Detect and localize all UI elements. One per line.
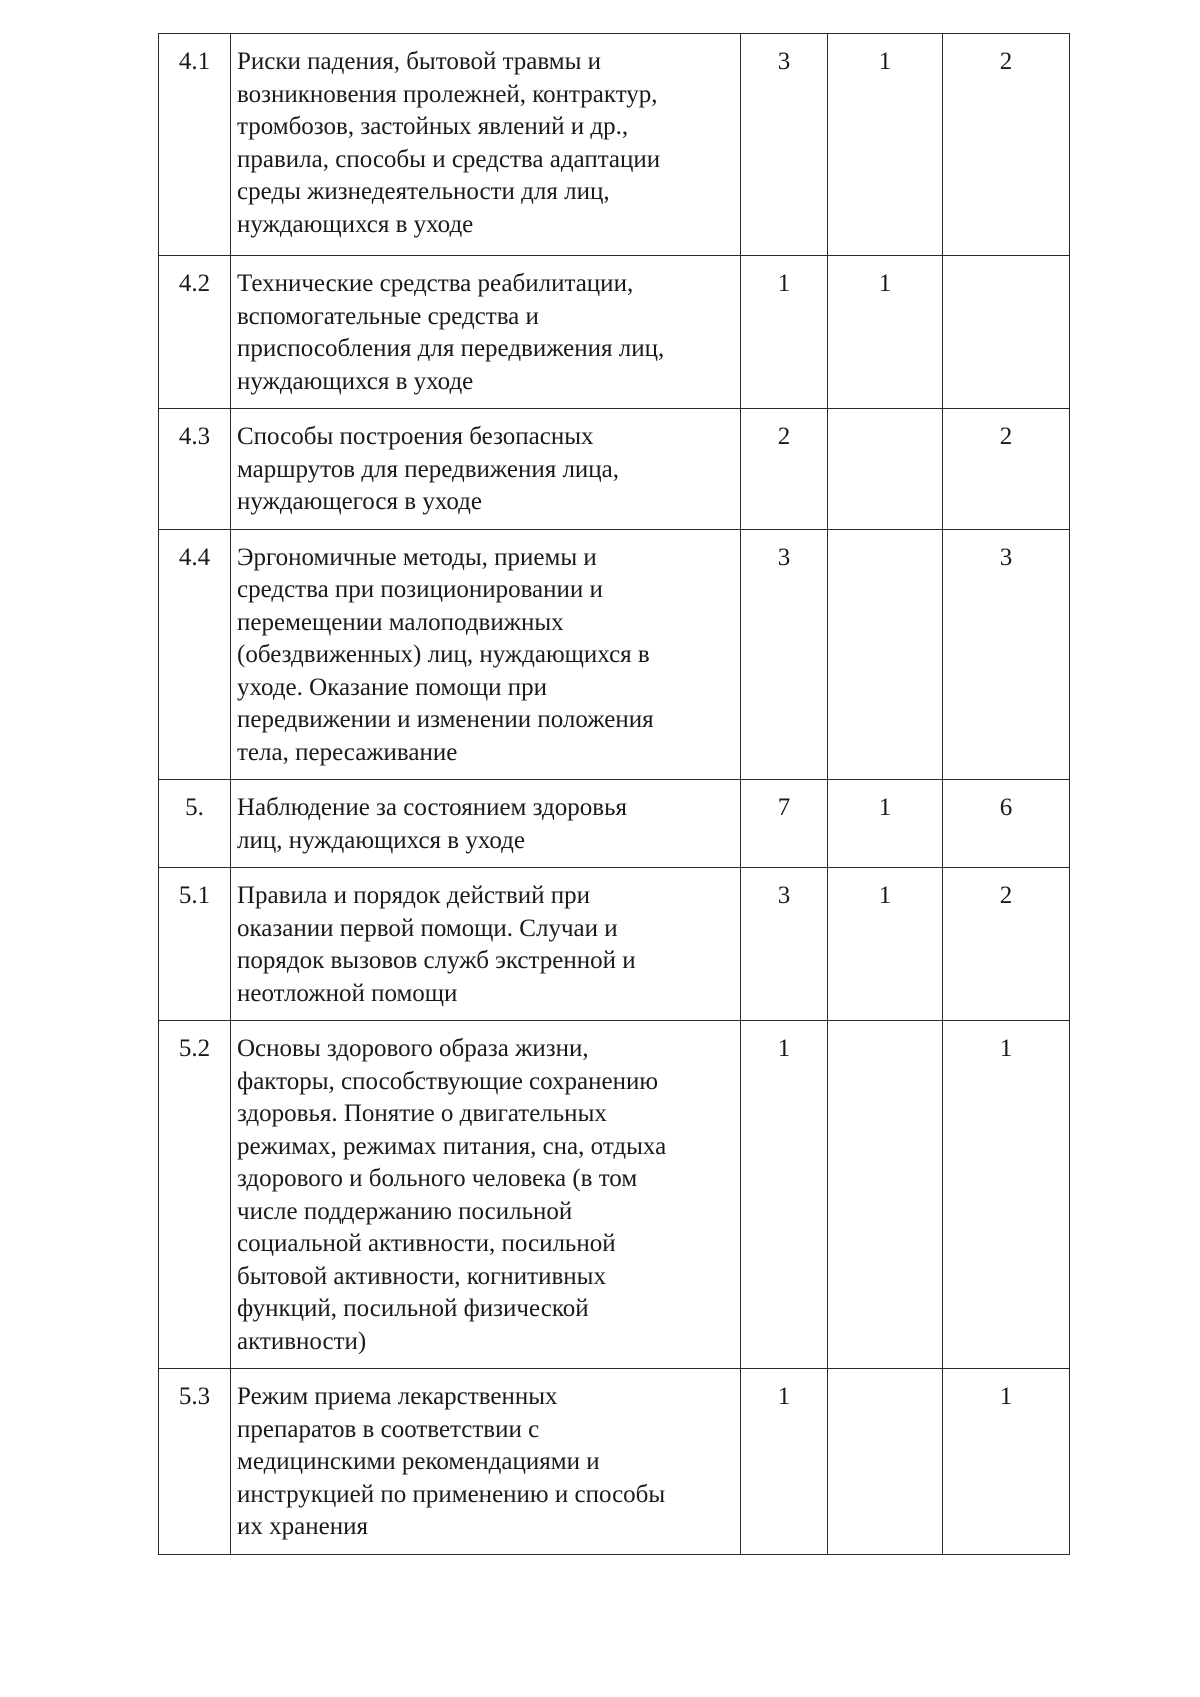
topic-cell [231,868,741,1021]
topic-text: Основы здорового образа жизни, факторы, способствующие сохранению здоровья. Понятие о двигательных режимах, режимах питания, сна, отдыха здорового и больного человека (в том числе поддержанию посильной социальной активности, посильной бытовой активности, когнитивных функций, посильной физической активности) [237,1035,667,1355]
practice-hours-cell [943,1369,1070,1555]
topic-text: Режим приема лекарственных препаратов в соответствии с медицинскими рекомендациями и инструкцией по применению и способы их хранения [237,1383,666,1540]
total-hours-text: 1 [777,1383,791,1410]
topic-cell [231,34,741,256]
topic-text: Риски падения, бытовой травмы и возникновения пролежней, контрактур, тромбозов, застойных явлений и др., правила, способы и средства адаптации среды жизнедеятельности для лиц, нуждающихся в уходе [237,48,661,238]
row-number [159,780,231,868]
theory-hours-cell [828,1021,943,1369]
total-hours-text: 1 [777,1035,791,1062]
practice-hours-cell [943,868,1070,1021]
practice-hours-text: 1 [999,1383,1013,1410]
table-row [159,529,1070,780]
table-row [159,1369,1070,1555]
row-number [159,868,231,1021]
total-hours-cell [741,256,828,409]
table-row [159,34,1070,256]
topic-text: Эргономичные методы, приемы и средства при позиционировании и перемещении малоподвижных (обездвиженных) лиц, нуждающихся в уходе. Оказание помощи при передвижении и изменении положения тела, пересаживание [237,543,654,766]
row-number-text: 5.2 [178,1035,211,1062]
practice-hours-text: 3 [999,543,1013,571]
practice-hours-text: 2 [999,423,1013,450]
row-number-text: 5.3 [178,1383,211,1410]
row-number [159,409,231,530]
practice-hours-text: 1 [999,1035,1013,1062]
theory-hours-cell [828,256,943,409]
row-number-text: 4.1 [178,48,211,75]
table-row [159,1021,1070,1369]
topic-text: Технические средства реабилитации, вспомогательные средства и приспособления для передвижения лиц, нуждающихся в уходе [237,270,665,395]
row-number-text: 5. [185,794,204,821]
total-hours-text: 2 [777,423,791,450]
row-number-text: 5.1 [178,882,211,909]
practice-hours-text: 2 [999,882,1013,909]
theory-hours-cell [828,780,943,868]
row-number [159,529,231,780]
total-hours-cell [741,1021,828,1369]
table-row [159,780,1070,868]
practice-hours-cell [943,1021,1070,1369]
topic-cell [231,529,741,780]
curriculum-table [158,33,1070,1555]
table-body [159,34,1070,1555]
total-hours-text: 3 [777,543,791,571]
topic-cell [231,1369,741,1555]
theory-hours-cell [828,34,943,256]
row-number [159,1369,231,1555]
total-hours-cell [741,409,828,530]
total-hours-cell [741,34,828,256]
theory-hours-cell [828,868,943,1021]
theory-hours-cell [828,1369,943,1555]
row-number-text: 4.3 [178,423,211,450]
theory-hours-text: 1 [878,794,892,821]
practice-hours-cell [943,529,1070,780]
total-hours-text: 1 [777,270,791,297]
topic-cell [231,780,741,868]
topic-cell [231,409,741,530]
total-hours-text: 7 [777,794,791,821]
table-row [159,256,1070,409]
total-hours-cell [741,1369,828,1555]
total-hours-text: 3 [777,882,791,909]
total-hours-text: 3 [777,48,791,75]
topic-cell [231,256,741,409]
practice-hours-cell [943,409,1070,530]
theory-hours-text: 1 [878,48,892,75]
practice-hours-cell [943,34,1070,256]
topic-text: Правила и порядок действий при оказании первой помощи. Случаи и порядок вызовов служб экстренной и неотложной помощи [237,882,636,1007]
practice-hours-cell [943,256,1070,409]
theory-hours-cell [828,529,943,780]
table-row [159,409,1070,530]
theory-hours-cell [828,409,943,530]
practice-hours-text: 2 [999,48,1013,75]
row-number-text: 4.4 [178,543,211,571]
row-number [159,256,231,409]
total-hours-cell [741,868,828,1021]
table-row [159,868,1070,1021]
row-number [159,1021,231,1369]
topic-text: Способы построения безопасных маршрутов для передвижения лица, нуждающегося в уходе [237,423,620,515]
topic-cell [231,1021,741,1369]
total-hours-cell [741,780,828,868]
row-number [159,34,231,256]
row-number-text: 4.2 [178,270,211,297]
practice-hours-text: 6 [999,794,1013,821]
theory-hours-text: 1 [878,882,892,909]
topic-text: Наблюдение за состоянием здоровья лиц, нуждающихся в уходе [237,794,627,854]
practice-hours-cell [943,780,1070,868]
total-hours-cell [741,529,828,780]
theory-hours-text: 1 [878,270,892,297]
